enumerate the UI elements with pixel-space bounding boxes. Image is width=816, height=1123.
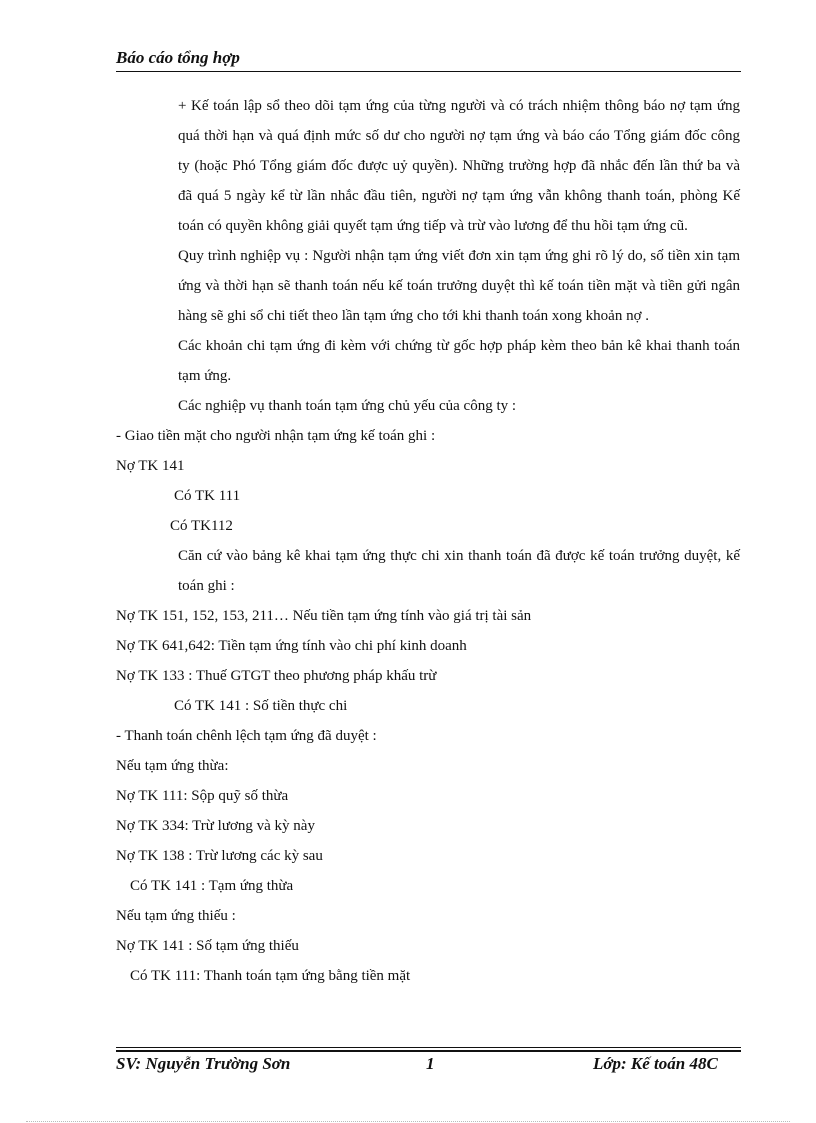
entry-debit-141-shortage: Nợ TK 141 : Số tạm ứng thiếu [116, 938, 299, 954]
footer-student-name: SV: Nguyễn Trường Sơn [116, 1054, 291, 1073]
line-excess-advance: Nếu tạm ứng thừa: [116, 758, 229, 774]
entry-debit-111-excess: Nợ TK 111: Sộp quỹ số thừa [116, 788, 289, 804]
entry-credit-111-cash: Có TK 111: Thanh toán tạm ứng bằng tiền mặt [130, 968, 411, 984]
entry-debit-138: Nợ TK 138 : Trừ lương các kỳ sau [116, 848, 323, 864]
line-difference-settlement: - Thanh toán chênh lệch tạm ứng đã duyệt : [116, 728, 377, 744]
paragraph-main-operations: Các nghiệp vụ thanh toán tạm ứng chủ yếu của công ty : [178, 398, 517, 414]
footer-rule-thin [116, 1047, 741, 1048]
line-shortage-advance: Nếu tạm ứng thiếu : [116, 908, 236, 924]
entry-credit-111: Có TK 111 [174, 488, 241, 504]
entry-credit-141-excess: Có TK 141 : Tạm ứng thừa [130, 878, 294, 894]
footer-class-name: Lớp: Kế toán 48C [593, 1054, 718, 1073]
page-bottom-border [26, 1121, 790, 1122]
entry-debit-assets: Nợ TK 151, 152, 153, 211… Nếu tiền tạm ứng tính vào giá trị tài sản [116, 608, 532, 624]
footer-page-number: 1 [426, 1054, 435, 1073]
page-header-title: Báo cáo tổng hợp [116, 48, 240, 67]
entry-debit-expenses: Nợ TK 641,642: Tiền tạm ứng tính vào chi phí kinh doanh [116, 638, 467, 654]
line-cash-advance: - Giao tiền mặt cho người nhận tạm ứng kế toán ghi : [116, 428, 436, 444]
paragraph-settlement-basis: Căn cứ vào bảng kê khai tạm ứng thực chi xin thanh toán đã được kế toán trưởng duyệt, kế toán ghi : [178, 548, 740, 594]
paragraph-procedure: Quy trình nghiệp vụ : Người nhận tạm ứng viết đơn xin tạm ứng ghi rõ lý do, số tiền xin tạm ứng và thời hạn sẽ thanh toán nếu kế toán trưởng duyệt thì kế toán tiền mặt và tiền gửi ngân hàng sẽ ghi sổ chi tiết theo lần tạm ứng cho tới khi thanh toán xong khoản nợ . [178, 248, 740, 324]
header-rule [116, 71, 741, 72]
paragraph-documents: Các khoản chi tạm ứng đi kèm với chứng từ gốc hợp pháp kèm theo bản kê khai thanh toán tạm ứng. [178, 338, 740, 384]
entry-debit-vat: Nợ TK 133 : Thuế GTGT theo phương pháp khấu trừ [116, 668, 437, 684]
entry-debit-334: Nợ TK 334: Trừ lương và kỳ này [116, 818, 315, 834]
paragraph-advance-tracking: + Kế toán lập sổ theo dõi tạm ứng của từng người và có trách nhiệm thông báo nợ tạm ứng quá thời hạn và quá định mức số dư cho người nợ tạm ứng và báo cáo Tổng giám đốc công ty (hoặc Phó Tổng giám đốc được uỷ quyền). Những trường hợp đã nhắc đến lần thứ ba và đã quá 5 ngày kể từ lần nhắc đầu tiên, người nợ tạm ứng vẫn không thanh toán, phòng Kế toán có quyền không giải quyết tạm ứng tiếp và trừ vào lương để thu hồi tạm ứng cũ. [178, 98, 740, 234]
entry-debit-141: Nợ TK 141 [116, 458, 185, 474]
footer-rule-thick [116, 1050, 741, 1052]
entry-credit-112: Có TK112 [170, 518, 233, 534]
document-body [116, 91, 740, 991]
entry-credit-141-actual: Có TK 141 : Số tiền thực chi [174, 698, 348, 714]
